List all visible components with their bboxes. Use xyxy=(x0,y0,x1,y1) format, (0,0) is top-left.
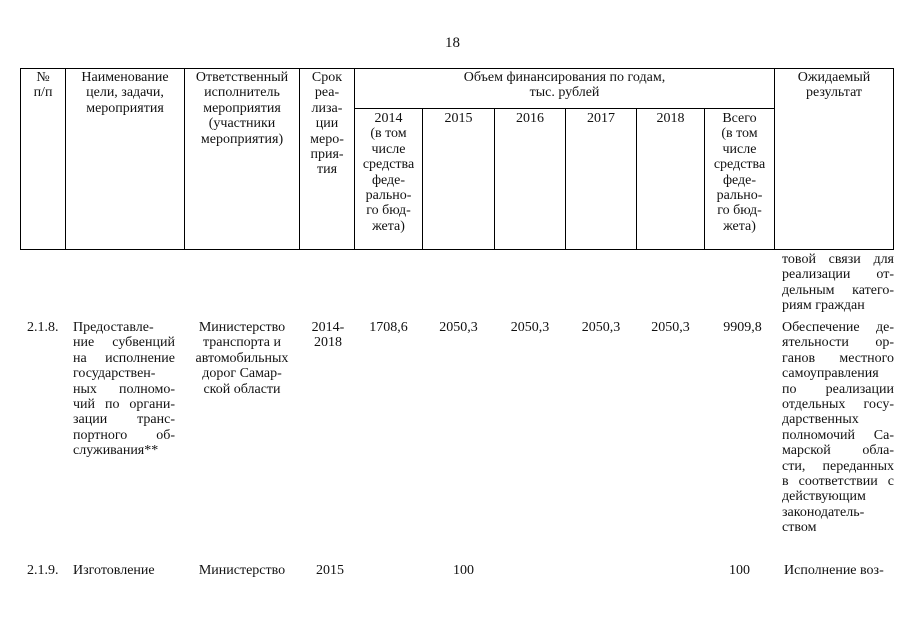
header-responsible: Ответственный исполнитель мероприятия (участники мероприятия) xyxy=(195,70,289,147)
row-responsible: Министерство транспорта и автомобильных дорог Самар- ской области xyxy=(195,320,289,397)
header-2016: 2016 xyxy=(516,111,544,126)
row-2015: 100 xyxy=(453,563,474,578)
header-2017: 2017 xyxy=(587,111,615,126)
header-total: Всего (в том числе средства феде- рально- го бюд- жета) xyxy=(713,111,766,234)
row-term: 2015 xyxy=(316,563,344,578)
row-name: Изготовление xyxy=(73,563,155,578)
header-num: № п/п xyxy=(33,70,53,101)
header-2014: 2014 (в том числе средства феде- рально- го бюд- жета) xyxy=(362,111,415,234)
page-number: 18 xyxy=(445,35,460,51)
row-2016: 2050,3 xyxy=(510,320,550,335)
header-2018: 2018 xyxy=(656,111,685,126)
header-funding: Объем финансирования по годам, тыс. рублей xyxy=(463,70,666,101)
header-result: Ожидаемый результат xyxy=(797,70,871,101)
row-term: 2014- 2018 xyxy=(311,320,345,351)
header-name: Наименование цели, задачи, мероприятия xyxy=(81,70,169,116)
row-result: Исполнение воз- xyxy=(784,563,884,578)
header-term: Срок реа- лиза- ции меро- прия- тия xyxy=(310,70,344,178)
row-number: 2.1.9. xyxy=(27,563,59,578)
row-2017: 2050,3 xyxy=(581,320,621,335)
row-result: Обеспечение де- ятельности ор- ганов местного самоуправления по реализации отдельных госу- дарственных полномочий Са- марской обла- сти, переданных в соответствии с действующим законодатель- ством xyxy=(782,320,894,536)
header-2015: 2015 xyxy=(444,111,473,126)
row-total: 100 xyxy=(729,563,750,578)
row-number: 2.1.8. xyxy=(27,320,59,335)
result-continuation: товой связи для реализации от- дельным катего- риям граждан xyxy=(782,252,894,314)
row-2018: 2050,3 xyxy=(651,320,690,335)
row-name: Предоставле- ние субвенций на исполнение государствен- ных полномо- чий по органи- зации транс- портного об- служивания** xyxy=(73,320,175,459)
row-2015: 2050,3 xyxy=(439,320,478,335)
row-responsible: Министерство xyxy=(198,563,286,578)
row-2014: 1708,6 xyxy=(369,320,408,335)
row-total: 9909,8 xyxy=(723,320,762,335)
